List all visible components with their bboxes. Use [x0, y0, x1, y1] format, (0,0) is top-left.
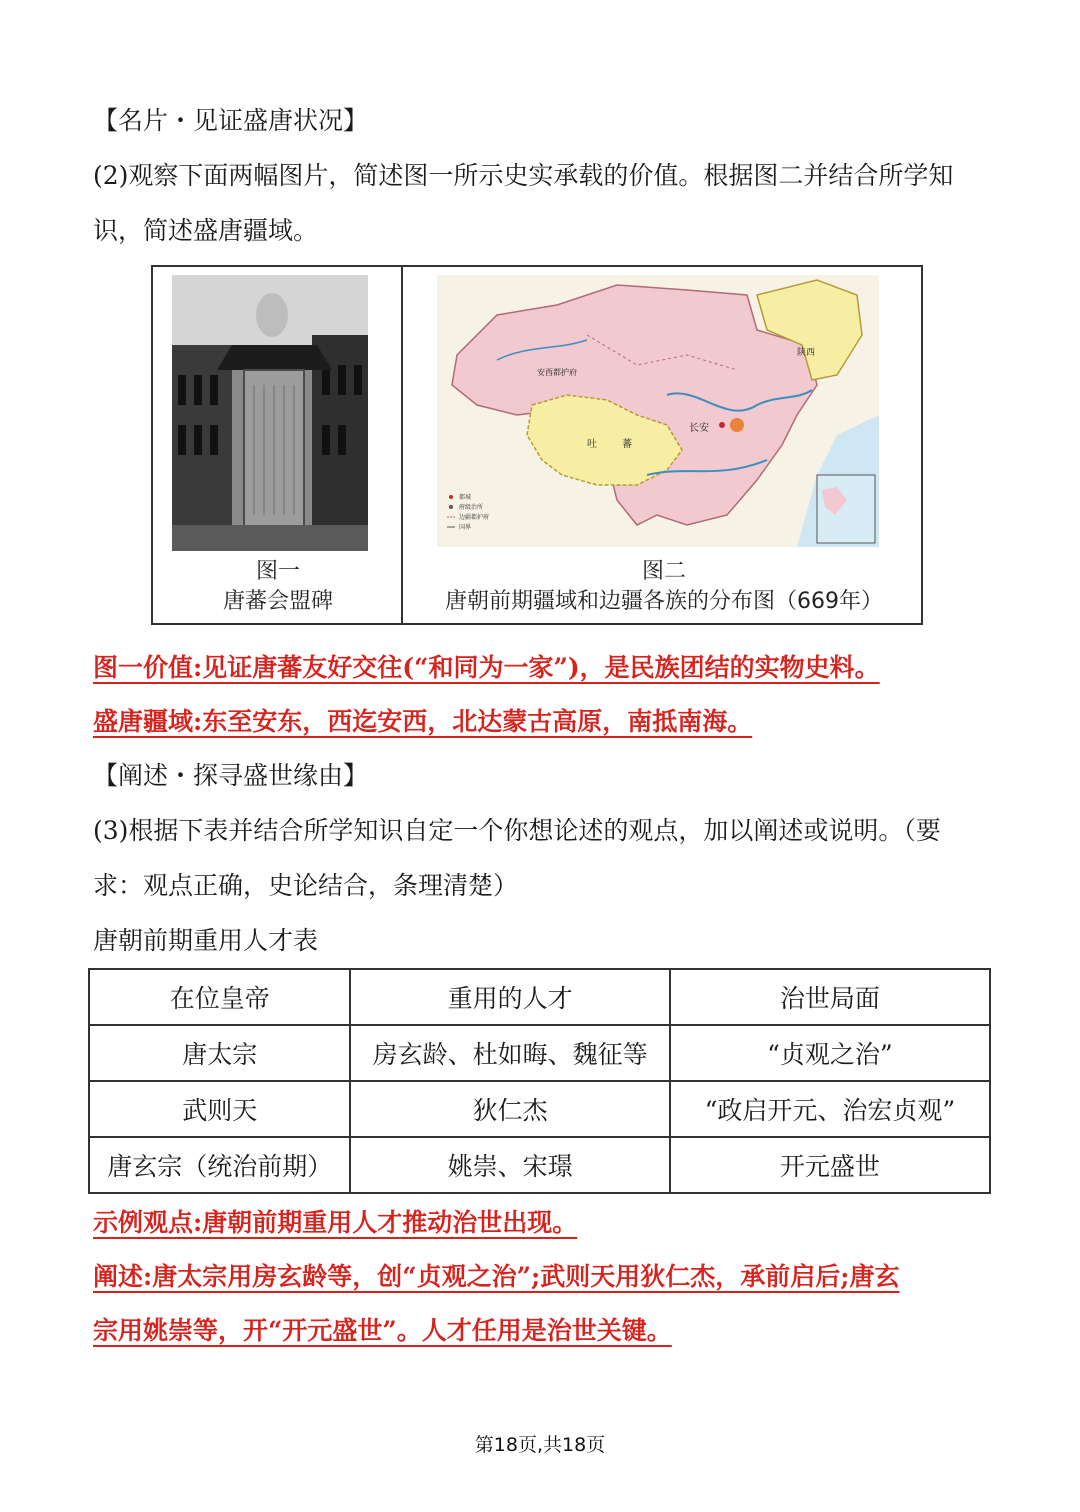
table-cell-emperor: 唐太宗 — [89, 1025, 350, 1081]
map-label-tubo-1: 吐 — [587, 439, 597, 450]
table-header-cell: 重用的人才 — [350, 969, 669, 1025]
question-2-line1: (2)观察下面两幅图片，简述图一所示史实承载的价值。根据图二并结合所学知 — [93, 161, 954, 190]
table-title: 唐朝前期重用人才表 — [93, 926, 319, 955]
figure2-label: 图二 — [641, 559, 686, 584]
table-header-cell: 在位皇帝 — [89, 969, 350, 1025]
table-row — [89, 1025, 990, 1081]
question-2-line2: 识，简述盛唐疆域。 — [93, 216, 319, 245]
section-heading-elaborate: 【阐述・探寻盛世缘由】 — [93, 761, 369, 790]
table-cell-era: 开元盛世 — [670, 1137, 990, 1193]
figures-box — [151, 265, 923, 625]
table-cell-talent: 狄仁杰 — [350, 1081, 669, 1137]
answer-figure1-value: 图一价值:见证唐蕃友好交往(“和同为一家”)，是民族团结的实物史料。 — [93, 653, 880, 682]
map-label-tubo-2: 蕃 — [622, 439, 632, 450]
talent-table — [88, 968, 991, 1194]
table-row — [89, 1081, 990, 1137]
answer-elaboration-line2: 宗用姚崇等，开“开元盛世”。人才任用是治世关键。 — [93, 1316, 672, 1345]
question-3-line1: (3)根据下表并结合所学知识自定一个你想论述的观点，加以阐述或说明。（要 — [93, 816, 941, 845]
answer-tang-territory: 盛唐疆域:东至安东，西迄安西，北达蒙古高原，南抵南海。 — [93, 707, 753, 736]
legend-capital: 都城 — [459, 494, 472, 501]
figure1-caption: 唐蕃会盟碑 — [222, 589, 333, 614]
table-cell-era: “政启开元、治宏贞观” — [670, 1081, 990, 1137]
answer-elaboration-line1: 阐述:唐太宗用房玄龄等，创“贞观之治”;武则天用狄仁杰，承前启后;唐玄 — [93, 1262, 900, 1291]
legend-prefecture: 府级治所 — [459, 504, 484, 511]
page-number: 第18页,共18页 — [474, 1434, 606, 1456]
section-heading-card: 【名片・见证盛唐状况】 — [93, 106, 369, 135]
figure2-caption: 唐朝前期疆域和边疆各族的分布图（669年） — [445, 589, 883, 614]
table-header-row — [89, 969, 990, 1025]
map-label-changan: 长安 — [689, 423, 709, 434]
figure2-caption-block — [405, 557, 923, 617]
table-row — [89, 1137, 990, 1193]
table-cell-era: “贞观之治” — [670, 1025, 990, 1081]
table-cell-emperor: 唐玄宗（统治前期） — [89, 1137, 350, 1193]
figure1-label: 图一 — [255, 559, 300, 584]
question-3-line2: 求：观点正确，史论结合，条理清楚） — [93, 871, 519, 900]
legend-protectorate: 边疆都护府 — [459, 514, 490, 521]
table-cell-talent: 姚崇、宋璟 — [350, 1137, 669, 1193]
tang-tibet-stele-photo — [172, 275, 368, 551]
map-label-anxi: 安西都护府 — [537, 368, 577, 377]
table-cell-emperor: 武则天 — [89, 1081, 350, 1137]
tang-territory-map — [437, 275, 879, 547]
answer-example-viewpoint: 示例观点:唐朝前期重用人才推动治世出现。 — [93, 1208, 578, 1237]
table-header-cell: 治世局面 — [670, 969, 990, 1025]
map-label-shanxi: 陕西 — [797, 348, 816, 358]
table-cell-talent: 房玄龄、杜如晦、魏征等 — [350, 1025, 669, 1081]
figure1-caption-block — [163, 557, 393, 617]
legend-border: 国界 — [459, 524, 472, 531]
figure-divider — [401, 267, 403, 623]
